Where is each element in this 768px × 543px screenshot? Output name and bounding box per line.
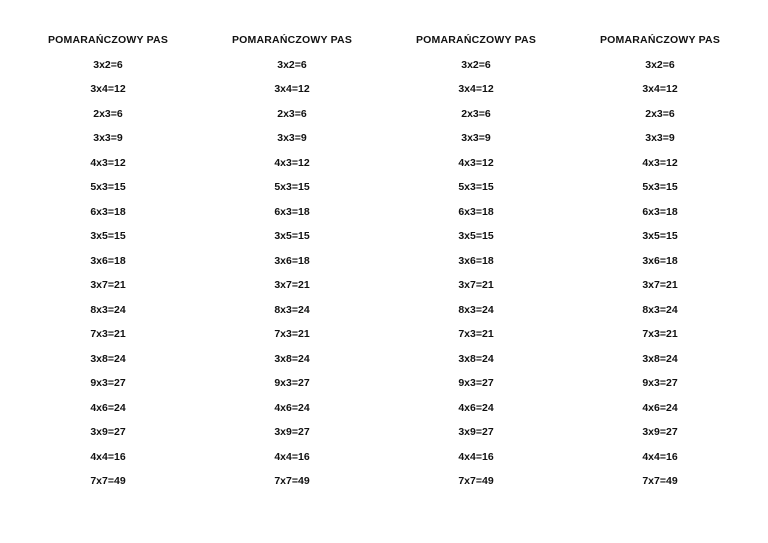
equation: 3x8=24: [642, 352, 678, 365]
equation: 3x3=9: [93, 132, 123, 144]
equation: 9x3=27: [458, 377, 494, 389]
equation: 7x3=21: [90, 328, 126, 340]
equation: 3x2=6: [645, 58, 675, 71]
equation: 8x3=24: [642, 303, 678, 316]
equation: 3x7=21: [274, 279, 310, 291]
equation: 9x3=27: [90, 377, 126, 389]
equation: 3x3=9: [645, 132, 675, 144]
equation: 4x6=24: [458, 401, 494, 414]
equation: 3x5=15: [458, 230, 494, 242]
equation: 3x7=21: [90, 279, 126, 291]
equation: 3x5=15: [90, 230, 126, 242]
equation: 4x3=12: [458, 156, 494, 169]
equation: 4x3=12: [90, 156, 126, 169]
equation: 3x6=18: [458, 254, 494, 267]
equation: 3x2=6: [93, 58, 123, 71]
equation: 4x4=16: [458, 450, 494, 463]
equation: 2x3=6: [461, 107, 491, 120]
equation: 2x3=6: [277, 107, 307, 120]
equation: 7x7=49: [90, 475, 126, 487]
equation: 3x8=24: [90, 352, 126, 365]
equation: 5x3=15: [274, 181, 310, 193]
column-title: POMARAŃCZOWY PAS: [231, 34, 353, 46]
equation: 3x4=12: [458, 83, 494, 95]
equation: 3x3=9: [461, 132, 491, 144]
equation: 9x3=27: [642, 377, 678, 389]
equation: 4x3=12: [642, 156, 678, 169]
equation: 6x3=18: [458, 205, 494, 218]
equation: 3x9=27: [274, 426, 310, 438]
equation: 3x4=12: [274, 83, 310, 95]
equation: 4x4=16: [90, 450, 126, 463]
equation: 8x3=24: [90, 303, 126, 316]
equation: 7x7=49: [642, 475, 678, 487]
equation: 4x3=12: [274, 156, 310, 169]
equation: 5x3=15: [642, 181, 678, 193]
equation: 3x7=21: [642, 279, 678, 291]
equation: 3x8=24: [458, 352, 494, 365]
equation: 3x4=12: [642, 83, 678, 95]
equation: 3x4=12: [90, 83, 126, 95]
column-title: POMARAŃCZOWY PAS: [415, 34, 537, 46]
equation: 2x3=6: [645, 107, 675, 120]
equation: 3x9=27: [90, 426, 126, 438]
equation: 6x3=18: [90, 205, 126, 218]
column-2: [200, 28, 384, 494]
equation: 3x6=18: [274, 254, 310, 267]
equation: 7x7=49: [458, 475, 494, 487]
equation: 3x6=18: [642, 254, 678, 267]
worksheet: [16, 28, 752, 494]
equation: 3x3=9: [277, 132, 307, 144]
equation: 5x3=15: [458, 181, 494, 193]
equation: 4x6=24: [90, 401, 126, 414]
equation: 4x6=24: [642, 401, 678, 414]
equation: 3x7=21: [458, 279, 494, 291]
equation: 3x2=6: [277, 58, 307, 71]
equation: 6x3=18: [274, 205, 310, 218]
column-3: [384, 28, 568, 494]
equation: 3x5=15: [274, 230, 310, 242]
equation: 7x3=21: [458, 328, 494, 340]
equation: 3x8=24: [274, 352, 310, 365]
equation: 3x9=27: [642, 426, 678, 438]
equation: 3x5=15: [642, 230, 678, 242]
column-title: POMARAŃCZOWY PAS: [47, 34, 169, 46]
equation: 3x6=18: [90, 254, 126, 267]
equation: 5x3=15: [90, 181, 126, 193]
equation: 7x7=49: [274, 475, 310, 487]
equation: 6x3=18: [642, 205, 678, 218]
column-title: POMARAŃCZOWY PAS: [599, 34, 721, 46]
equation: 3x9=27: [458, 426, 494, 438]
column-4: [568, 28, 752, 494]
equation: 7x3=21: [274, 328, 310, 340]
equation: 7x3=21: [642, 328, 678, 340]
equation: 4x4=16: [274, 450, 310, 463]
equation: 4x4=16: [642, 450, 678, 463]
equation: 8x3=24: [458, 303, 494, 316]
equation: 9x3=27: [274, 377, 310, 389]
equation: 4x6=24: [274, 401, 310, 414]
equation: 3x2=6: [461, 58, 491, 71]
column-1: [16, 28, 200, 494]
equation: 8x3=24: [274, 303, 310, 316]
equation: 2x3=6: [93, 107, 123, 120]
